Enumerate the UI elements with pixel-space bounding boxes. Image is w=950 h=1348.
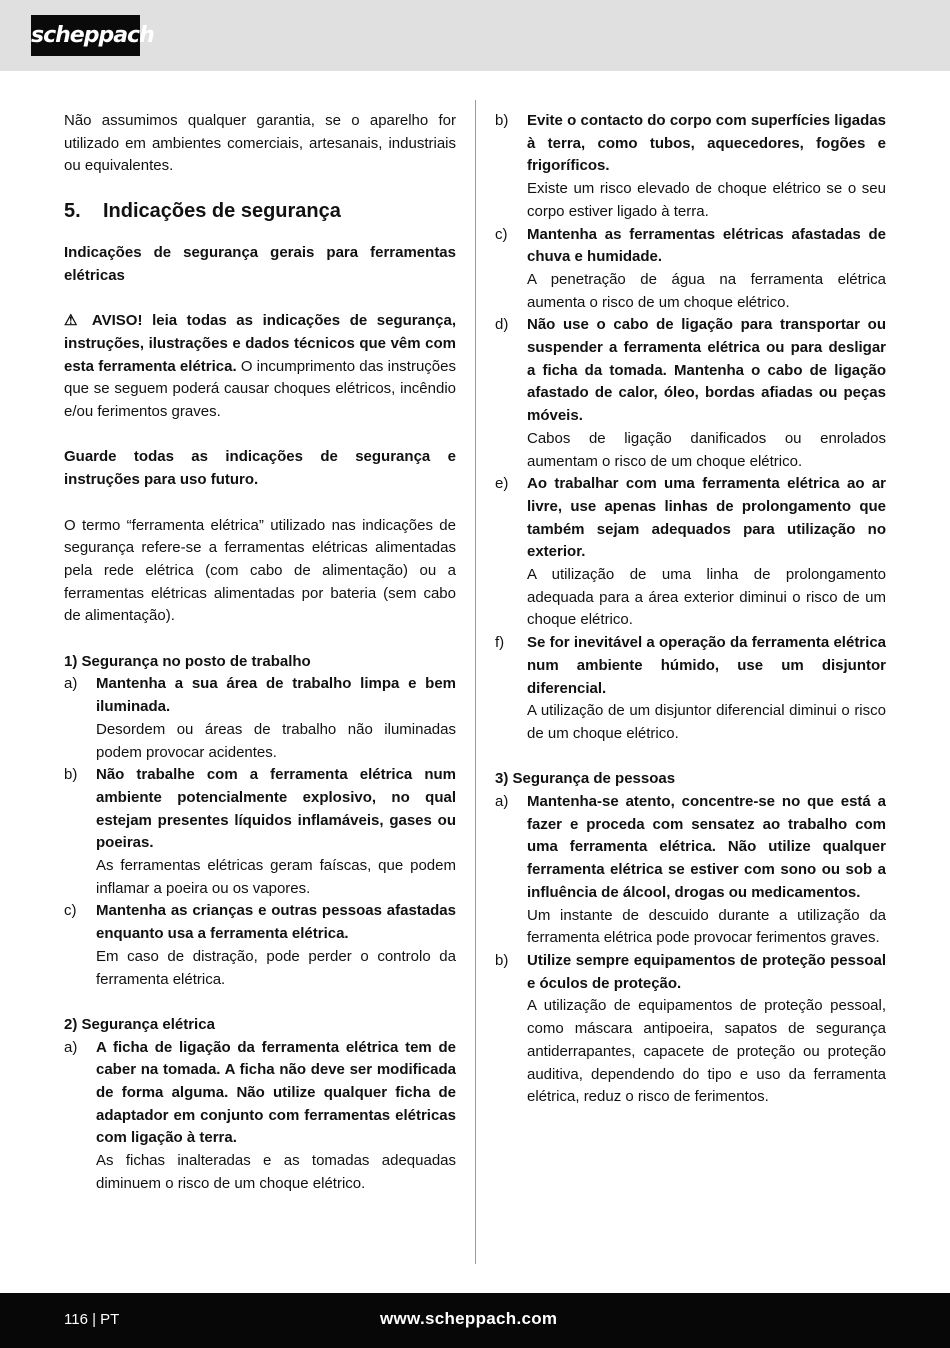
- warning-paragraph: [64, 310, 456, 424]
- right-column: [495, 110, 886, 1109]
- item-label: a): [64, 1038, 78, 1056]
- subsection-3-list: [495, 791, 886, 1109]
- list-item: [495, 110, 886, 224]
- item-text: A penetração de água na ferramenta elétrica aumenta o risco de um choque elétrico.: [527, 270, 886, 311]
- item-bold-text: Mantenha as crianças e outras pessoas afastadas enquanto usa a ferramenta elétrica.: [96, 902, 456, 943]
- item-text: As fichas inalteradas e as tomadas adequadas diminuem o risco de um choque elétrico.: [96, 1152, 456, 1192]
- website-link[interactable]: www.scheppach.com: [380, 1309, 558, 1328]
- list-item: [495, 473, 886, 632]
- page-number: 116 | PT: [64, 1311, 120, 1328]
- section-number: 5.: [64, 200, 81, 223]
- item-label: f): [495, 634, 505, 652]
- subsection-2-list-left: [64, 1037, 456, 1196]
- intro-paragraph: Não assumimos qualquer garantia, se o aparelho for utilizado em ambientes comerciais, artesanais, industriais ou equivalentes.: [64, 112, 456, 175]
- item-bold-text: Mantenha as ferramentas elétricas afastadas de chuva e humidade.: [527, 225, 886, 266]
- item-label: b): [495, 112, 509, 129]
- list-item: [64, 1037, 456, 1196]
- item-bold-text: A ficha de ligação da ferramenta elétrica tem de caber na tomada. A ficha não deve ser modificada de forma alguma. Não utilize qualquer ficha de adaptador em conjunto com ferramentas elétricas com ligação à terra.: [96, 1038, 456, 1147]
- item-label: c): [64, 902, 77, 920]
- list-item: [495, 950, 886, 1109]
- item-bold-text: Mantenha a sua área de trabalho limpa e bem iluminada.: [96, 675, 456, 716]
- item-bold-text: Mantenha-se atento, concentre-se no que está a fazer e proceda com sensatez ao trabalho com uma ferramenta elétrica. Não utilize qualquer ferramenta elétrica se estiver com sono ou sob a influência de álcool, drogas ou medicamentos.: [527, 793, 886, 901]
- subsection-2-list-right: [495, 110, 886, 746]
- list-item: [64, 673, 456, 764]
- item-bold-text: Se for inevitável a operação da ferramenta elétrica num ambiente húmido, use um disjuntor diferencial.: [527, 634, 886, 697]
- item-text: Cabos de ligação danificados ou enrolados aumentam o risco de um choque elétrico.: [527, 429, 886, 470]
- list-item: [495, 314, 886, 473]
- item-bold-text: Não use o cabo de ligação para transportar ou suspender a ferramenta elétrica ou para desligar a ficha da tomada. Mantenha o cabo de ligação afastado de calor, óleo, bordas afiadas ou peças móveis.: [527, 316, 886, 425]
- page-footer: [0, 1293, 950, 1348]
- warning-normal-text: O incumprimento das instruções que se seguem poderá causar choques elétricos, incêndio e/ou ferimentos graves.: [64, 357, 456, 421]
- term-paragraph: O termo “ferramenta elétrica” utilizado nas indicações de segurança refere-se a ferramentas elétricas alimentadas pela rede elétrica (com cabo de alimentação) ou a ferramentas elétricas alimentadas por bateria (sem cabo de alimentação).: [64, 516, 456, 625]
- subsection-title-2: 2) Segurança elétrica: [64, 1015, 215, 1033]
- item-bold-text: Evite o contacto do corpo com superfícies ligadas à terra, como tubos, aquecedores, fogões e frigoríficos.: [527, 112, 886, 175]
- item-label: c): [495, 225, 508, 243]
- item-text: Um instante de descuido durante a utilização da ferramenta elétrica pode provocar ferimentos graves.: [527, 906, 886, 947]
- item-bold-text: Utilize sempre equipamentos de proteção pessoal e óculos de proteção.: [527, 952, 886, 992]
- item-text: Desordem ou áreas de trabalho não iluminadas podem provocar acidentes.: [96, 720, 456, 761]
- subsection-1-list: [64, 673, 456, 991]
- item-text: Existe um risco elevado de choque elétrico se o seu corpo estiver ligado à terra.: [527, 180, 886, 220]
- item-text: A utilização de equipamentos de proteção pessoal, como máscara antipoeira, sapatos de segurança antiderrapantes, capacete de proteção ou proteção auditiva, dependendo do tipo e uso da ferramenta elétrica, reduz o risco de ferimentos.: [527, 997, 886, 1106]
- left-column: [64, 110, 456, 1196]
- item-label: a): [64, 675, 78, 693]
- item-label: e): [495, 475, 509, 493]
- list-item: [64, 764, 456, 900]
- item-label: b): [495, 952, 509, 969]
- item-label: d): [495, 316, 509, 334]
- item-bold-text: Ao trabalhar com uma ferramenta elétrica ao ar livre, use apenas linhas de prolongamento que também sejam adequados para utilização no exterior.: [527, 475, 886, 561]
- section-title: Indicações de segurança: [103, 200, 341, 223]
- keep-instructions: Guarde todas as indicações de segurança e instruções para uso futuro.: [64, 448, 456, 489]
- item-label: a): [495, 793, 509, 811]
- list-item: [495, 224, 886, 315]
- item-text: A utilização de um disjuntor diferencial diminui o risco de um choque elétrico.: [527, 702, 886, 742]
- section-heading: [64, 198, 456, 224]
- column-divider: [475, 100, 476, 1264]
- list-item: [495, 791, 886, 950]
- section-subtitle: Indicações de segurança gerais para ferramentas elétricas: [64, 244, 456, 284]
- item-bold-text: Não trabalhe com a ferramenta elétrica num ambiente potencialmente explosivo, no qual estejam presentes líquidos inflamáveis, gases ou poeiras.: [96, 766, 456, 852]
- item-label: b): [64, 766, 78, 784]
- item-text: As ferramentas elétricas geram faíscas, que podem inflamar a poeira ou os vapores.: [96, 857, 456, 897]
- subsection-title-1: 1) Segurança no posto de trabalho: [64, 652, 311, 670]
- warning-bold-text: ⚠ AVISO! leia todas as indicações de segurança, instruções, ilustrações e dados técnicos que vêm com esta ferramenta elétrica.: [64, 312, 456, 375]
- list-item: [64, 900, 456, 991]
- item-text: Em caso de distração, pode perder o controlo da ferramenta elétrica.: [96, 947, 456, 988]
- item-text: A utilização de uma linha de prolongamento adequada para a área exterior diminui o risco de um choque elétrico.: [527, 566, 886, 629]
- subsection-title-3: 3) Segurança de pessoas: [495, 770, 676, 788]
- list-item: [495, 632, 886, 746]
- page-header: [0, 0, 950, 71]
- brand-logo: scheppach: [31, 15, 140, 56]
